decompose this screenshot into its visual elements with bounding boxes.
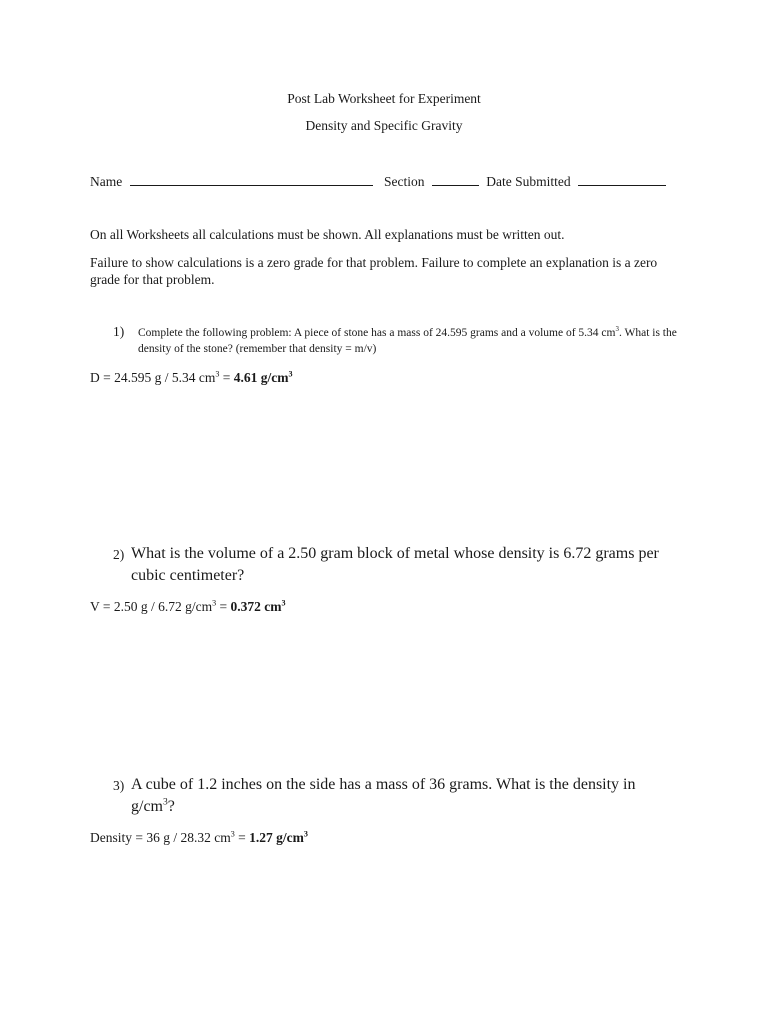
question-3-answer: Density = 36 g / 28.32 $cm^3 = 1.27$ $g/cm^3$ (90, 829, 308, 845)
name-label: Name (90, 174, 123, 189)
question-3-number: 3) (113, 778, 125, 793)
worksheet-subtitle: Density and Specific Gravity (305, 118, 463, 133)
question-1-number: 1) (113, 324, 125, 339)
instruction-line-1: On all Worksheets all calculations must be shown. All explanations must be written out. (90, 227, 565, 242)
question-2-number: 2) (113, 547, 125, 562)
student-info-line (90, 172, 666, 190)
question-2-answer: V = 2.50 g / 6.72 $g/cm^3 = 0.372$ $cm^3$ (90, 598, 286, 614)
worksheet-title: Post Lab Worksheet for Experiment (287, 91, 481, 106)
question-1-text: Complete the following problem: A piece of stone has a mass of 24.595 grams and a volume of 5.34 $cm^3$. What is the density of the stone? (remember that density = m/v) (138, 326, 677, 355)
date-submitted-field[interactable] (578, 172, 666, 186)
question-2-text: What is the volume of a 2.50 gram block of metal whose density is 6.72 grams per cubic centimeter? (131, 545, 659, 584)
date-submitted-label: Date Submitted (486, 174, 571, 189)
section-field[interactable] (432, 172, 479, 186)
question-1-answer: D = 24.595 g / 5.34 $cm^3 = 4.61$ $g/cm^3$ (90, 369, 293, 385)
question-3-text: A cube of 1.2 inches on the side has a mass of 36 grams. What is the density in $g/cm^3$? (131, 776, 636, 815)
section-label: Section (383, 174, 425, 189)
instruction-line-2: Failure to show calculations is a zero grade for that problem. Failure to complete an explanation is a zero grade for that problem. (90, 255, 658, 287)
name-field[interactable] (130, 172, 373, 186)
